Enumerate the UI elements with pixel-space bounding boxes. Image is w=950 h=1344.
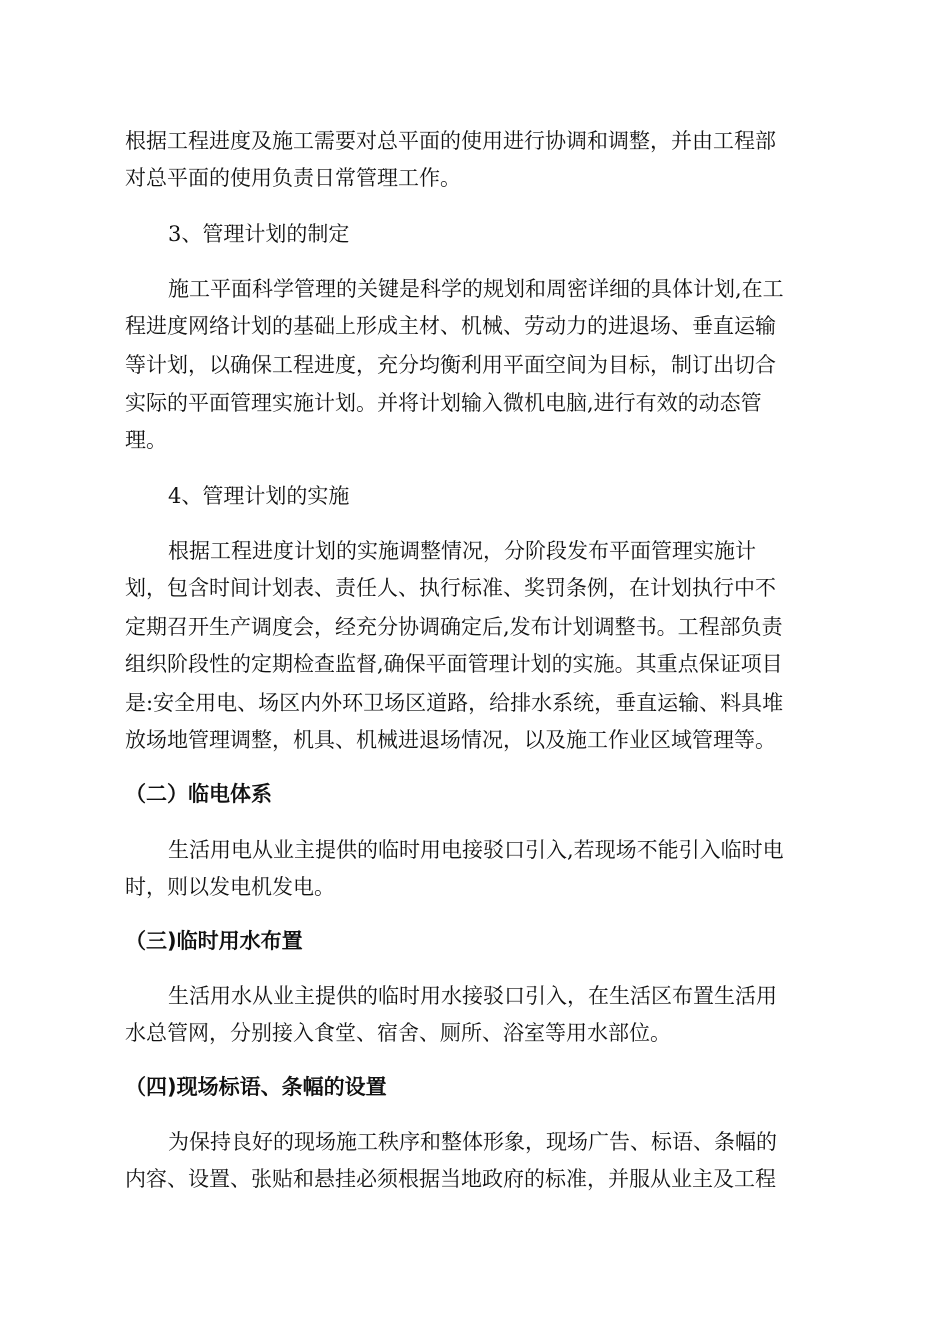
- item-3-paragraph-line-1: 施工平面科学管理的关键是科学的规划和周密详细的具体计划,在工: [168, 277, 784, 301]
- intro-paragraph-line-2: 对总平面的使用负责日常管理工作。: [125, 166, 461, 190]
- item-3-paragraph-line-5: 理。: [125, 428, 167, 452]
- item-4-paragraph-line-4: 组织阶段性的定期检查监督,确保平面管理计划的实施。其重点保证项目: [125, 652, 783, 676]
- section-2-heading: （二）临电体系: [125, 782, 272, 806]
- item-4-paragraph-line-3: 定期召开生产调度会，经充分协调确定后,发布计划调整书。工程部负责: [125, 615, 783, 639]
- section-2-paragraph-line-2: 时，则以发电机发电。: [125, 875, 335, 899]
- section-2-paragraph-line-1: 生活用电从业主提供的临时用电接驳口引入,若现场不能引入临时电: [168, 838, 784, 862]
- section-3-paragraph-line-2: 水总管网，分别接入食堂、宿舍、厕所、浴室等用水部位。: [125, 1021, 671, 1045]
- item-4-heading: 4、管理计划的实施: [168, 484, 350, 508]
- item-4-paragraph-line-6: 放场地管理调整，机具、机械进退场情况，以及施工作业区域管理等。: [125, 728, 776, 752]
- section-3-paragraph-line-1: 生活用水从业主提供的临时用水接驳口引入，在生活区布置生活用: [168, 984, 777, 1008]
- item-4-paragraph-line-5: 是:安全用电、场区内外环卫场区道路，给排水系统，垂直运输、料具堆: [125, 691, 784, 715]
- section-4-paragraph-line-2: 内容、设置、张贴和悬挂必须根据当地政府的标准，并服从业主及工程: [125, 1167, 776, 1191]
- item-3-paragraph-line-3: 等计划，以确保工程进度，充分均衡利用平面空间为目标，制订出切合: [125, 353, 776, 377]
- item-3-paragraph-line-4: 实际的平面管理实施计划。并将计划输入微机电脑,进行有效的动态管: [125, 391, 762, 415]
- intro-paragraph-line-1: 根据工程进度及施工需要对总平面的使用进行协调和调整，并由工程部: [125, 129, 776, 153]
- section-4-heading: （四)现场标语、条幅的设置: [125, 1075, 387, 1099]
- item-3-paragraph-line-2: 程进度网络计划的基础上形成主材、机械、劳动力的进退场、垂直运输: [125, 314, 776, 338]
- item-3-heading: 3、管理计划的制定: [168, 222, 350, 246]
- section-4-paragraph-line-1: 为保持良好的现场施工秩序和整体形象，现场广告、标语、条幅的: [168, 1130, 777, 1154]
- item-4-paragraph-line-1: 根据工程进度计划的实施调整情况，分阶段发布平面管理实施计: [168, 539, 756, 563]
- section-3-heading: （三)临时用水布置: [125, 929, 303, 953]
- item-4-paragraph-line-2: 划，包含时间计划表、责任人、执行标准、奖罚条例，在计划执行中不: [125, 576, 776, 600]
